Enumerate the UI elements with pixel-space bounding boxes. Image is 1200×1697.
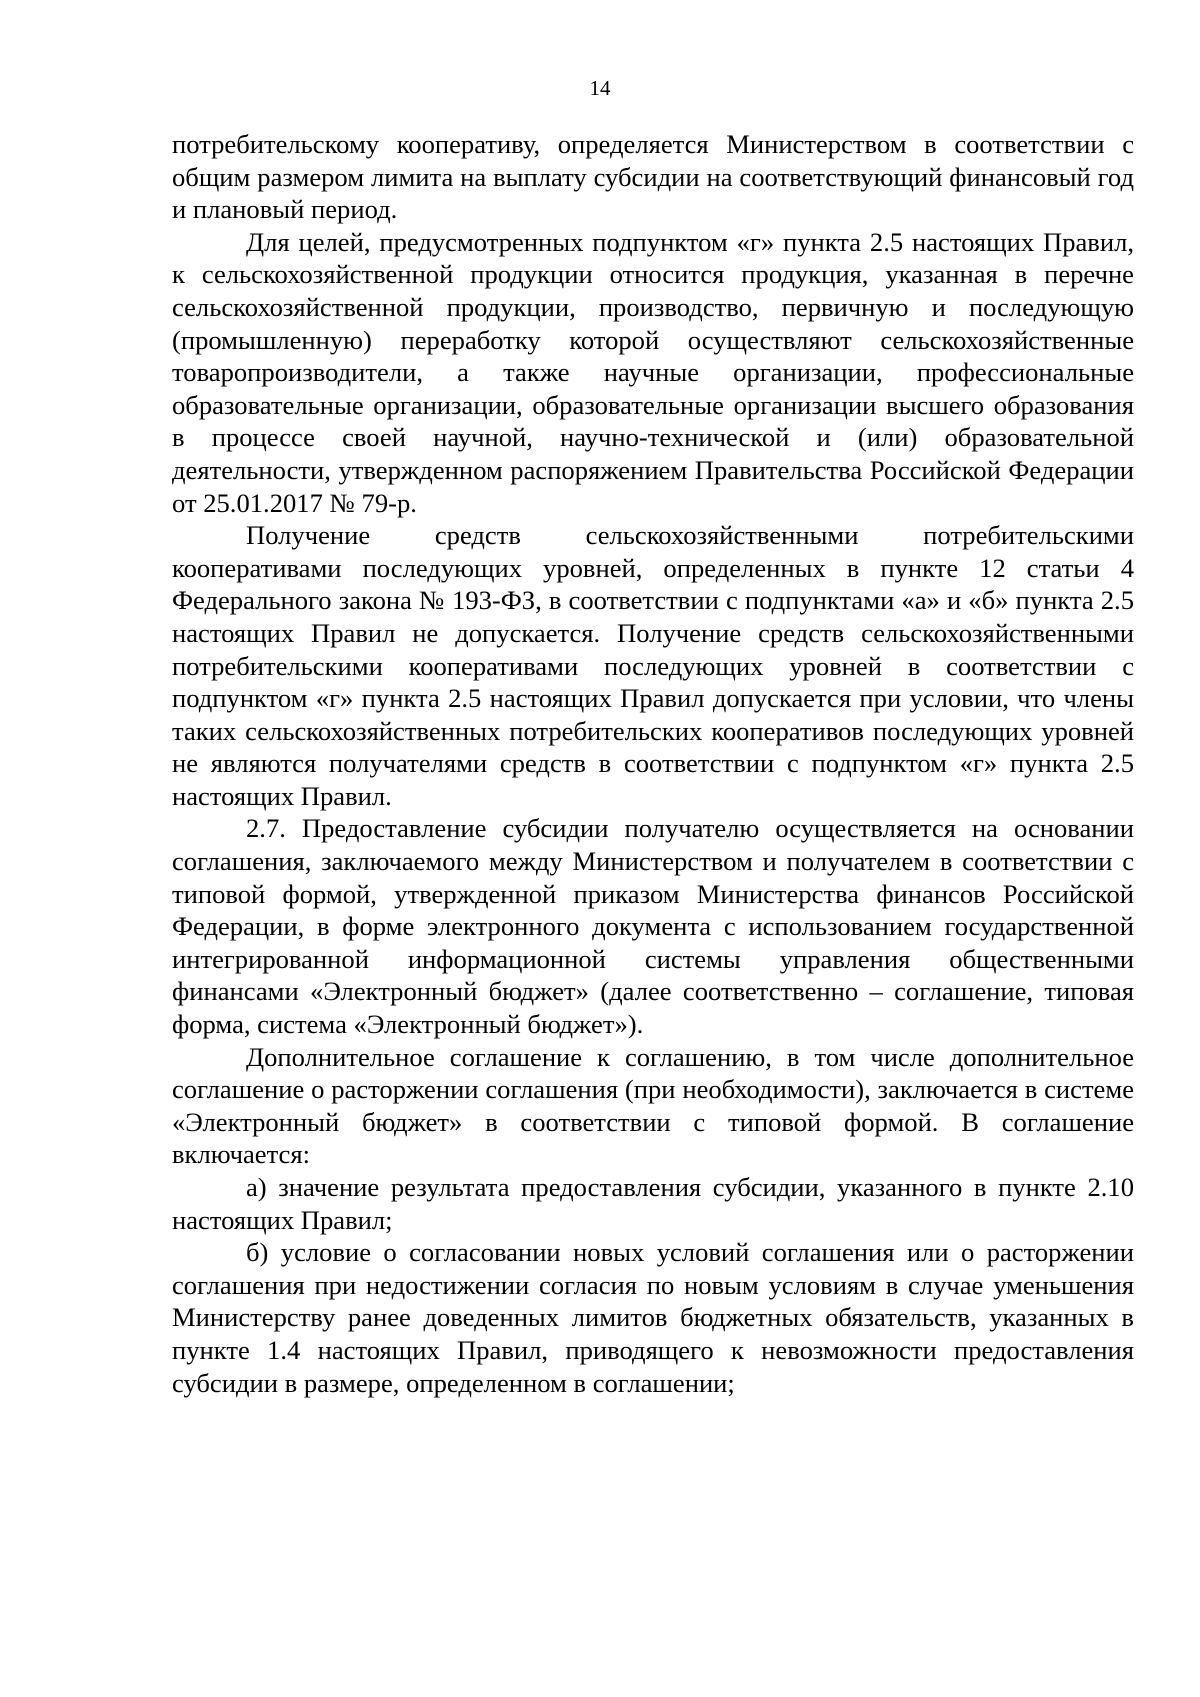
- document-body: [172, 128, 1134, 1399]
- paragraph-4: 2.7. Предоставление субсидии получателю осуществляется на основании соглашения, заключаемого между Министерством и получателем в соответствии с типовой формой, утвержденной приказом Министерства финансов Российской Федерации, в форме электронного документа с использованием государственной интегрированной информационной системы управления общественными финансами «Электронный бюджет» (далее соответственно – соглашение, типовая форма, система «Электронный бюджет»).: [172, 813, 1134, 1040]
- page-number: 14: [589, 76, 611, 100]
- paragraph-1: потребительскому кооперативу, определяется Министерством в соответствии с общим размером лимита на выплату субсидии на соответствующий финансовый год и плановый период.: [172, 129, 1134, 225]
- paragraph-7: б) условие о согласовании новых условий соглашения или о расторжении соглашения при недостижении согласия по новым условиям в случае уменьшения Министерству ранее доведенных лимитов бюджетных обязательств, указанных в пункте 1.4 настоящих Правил, приводящего к невозможности предоставления субсидии в размере, определенном в соглашении;: [172, 1237, 1134, 1398]
- paragraph-6: а) значение результата предоставления субсидии, указанного в пункте 2.10 настоящих Правил;: [172, 1172, 1134, 1235]
- paragraph-5: Дополнительное соглашение к соглашению, в том числе дополнительное соглашение о расторжении соглашения (при необходимости), заключается в системе «Электронный бюджет» в соответствии с типовой формой. В соглашение включается:: [172, 1041, 1134, 1170]
- paragraph-2: Для целей, предусмотренных подпунктом «г» пункта 2.5 настоящих Правил, к сельскохозяйственной продукции относится продукция, указанная в перечне сельскохозяйственной продукции, производство, первичную и последующую (промышленную) переработку которой осуществляют сельскохозяйственные товаропроизводители, а также научные организации, профессиональные образовательные организации, образовательные организации высшего образования в процессе своей научной, научно-технической и (или) образовательной деятельности, утвержденном распоряжением Правительства Российской Федерации от 25.01.2017 № 79-р.: [172, 226, 1134, 518]
- paragraph-3: Получение средств сельскохозяйственными потребительскими кооперативами последующих уровней, определенных в пункте 12 статьи 4 Федерального закона № 193-ФЗ, в соответствии с подпунктами «а» и «б» пункта 2.5 настоящих Правил не допускается. Получение средств сельскохозяйственными потребительскими кооперативами последующих уровней в соответствии с подпунктом «г» пункта 2.5 настоящих Правил допускается при условии, что члены таких сельскохозяйственных потребительских кооперативов последующих уровней не являются получателями средств в соответствии с подпунктом «г» пункта 2.5 настоящих Правил.: [172, 520, 1134, 811]
